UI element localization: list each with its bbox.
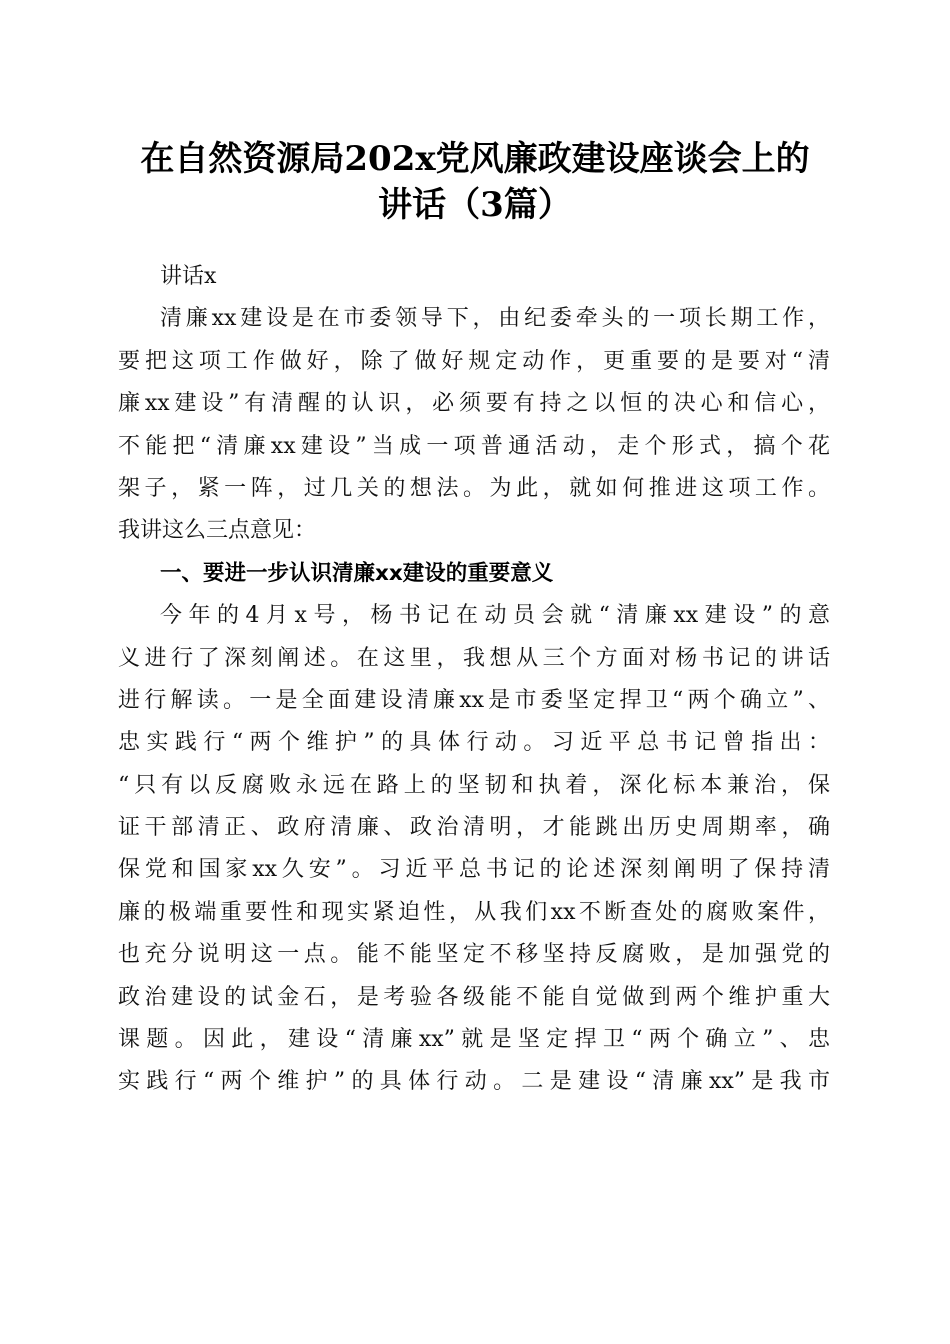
paragraph-line: 廉的极端重要性和现实紧迫性，从我们xx不断查处的腐败案件， xyxy=(118,899,830,925)
title-line-2: 讲话（3篇） xyxy=(378,185,572,225)
paragraph-line: 保党和国家xx久安”。习近平总书记的论述深刻阐明了保持清 xyxy=(118,857,830,883)
paragraph-line: 政治建设的试金石，是考验各级能不能自觉做到两个维护重大 xyxy=(118,984,830,1010)
paragraph-line: 架子，紧一阵，过几关的想法。为此，就如何推进这项工作。 xyxy=(118,475,830,501)
paragraph-line: 我讲这么三点意见： xyxy=(118,518,317,544)
paragraph-line: 也充分说明这一点。能不能坚定不移坚持反腐败，是加强党的 xyxy=(118,942,830,968)
paragraph-line: 要把这项工作做好，除了做好规定动作，更重要的是要对“清 xyxy=(118,348,830,374)
document-title xyxy=(100,136,850,228)
paragraph-line: 今年的4月x号，杨书记在动员会就“清廉xx建设”的意 xyxy=(160,603,830,629)
paragraph-line: 进行解读。一是全面建设清廉xx是市委坚定捍卫“两个确立”、 xyxy=(118,687,830,713)
title-line-1: 在自然资源局202x党风廉政建设座谈会上的 xyxy=(140,139,810,179)
section-heading: 一、要进一步认识清廉xx建设的重要意义 xyxy=(160,560,554,586)
paragraph-line: 实践行“两个维护”的具体行动。二是建设“清廉xx”是我市 xyxy=(118,1069,830,1095)
paragraph-line: 清廉xx建设是在市委领导下，由纪委牵头的一项长期工作， xyxy=(160,306,830,332)
paragraph-line: “只有以反腐败永远在路上的坚韧和执着，深化标本兼治，保 xyxy=(118,772,830,798)
paragraph-line: 忠实践行“两个维护”的具体行动。习近平总书记曾指出： xyxy=(118,730,830,756)
paragraph-line: 廉xx建设”有清醒的认识，必须要有持之以恒的决心和信心， xyxy=(118,391,830,417)
paragraph-line: 不能把“清廉xx建设”当成一项普通活动，走个形式，搞个花 xyxy=(118,433,830,459)
paragraph-line: 证干部清正、政府清廉、政治清明，才能跳出历史周期率，确 xyxy=(118,815,830,841)
speech-label: 讲话x xyxy=(160,264,217,289)
paragraph-line: 课题。因此，建设“清廉xx”就是坚定捍卫“两个确立”、忠 xyxy=(118,1027,830,1053)
paragraph-line: 义进行了深刻阐述。在这里，我想从三个方面对杨书记的讲话 xyxy=(118,645,830,671)
document-body xyxy=(118,256,830,1104)
